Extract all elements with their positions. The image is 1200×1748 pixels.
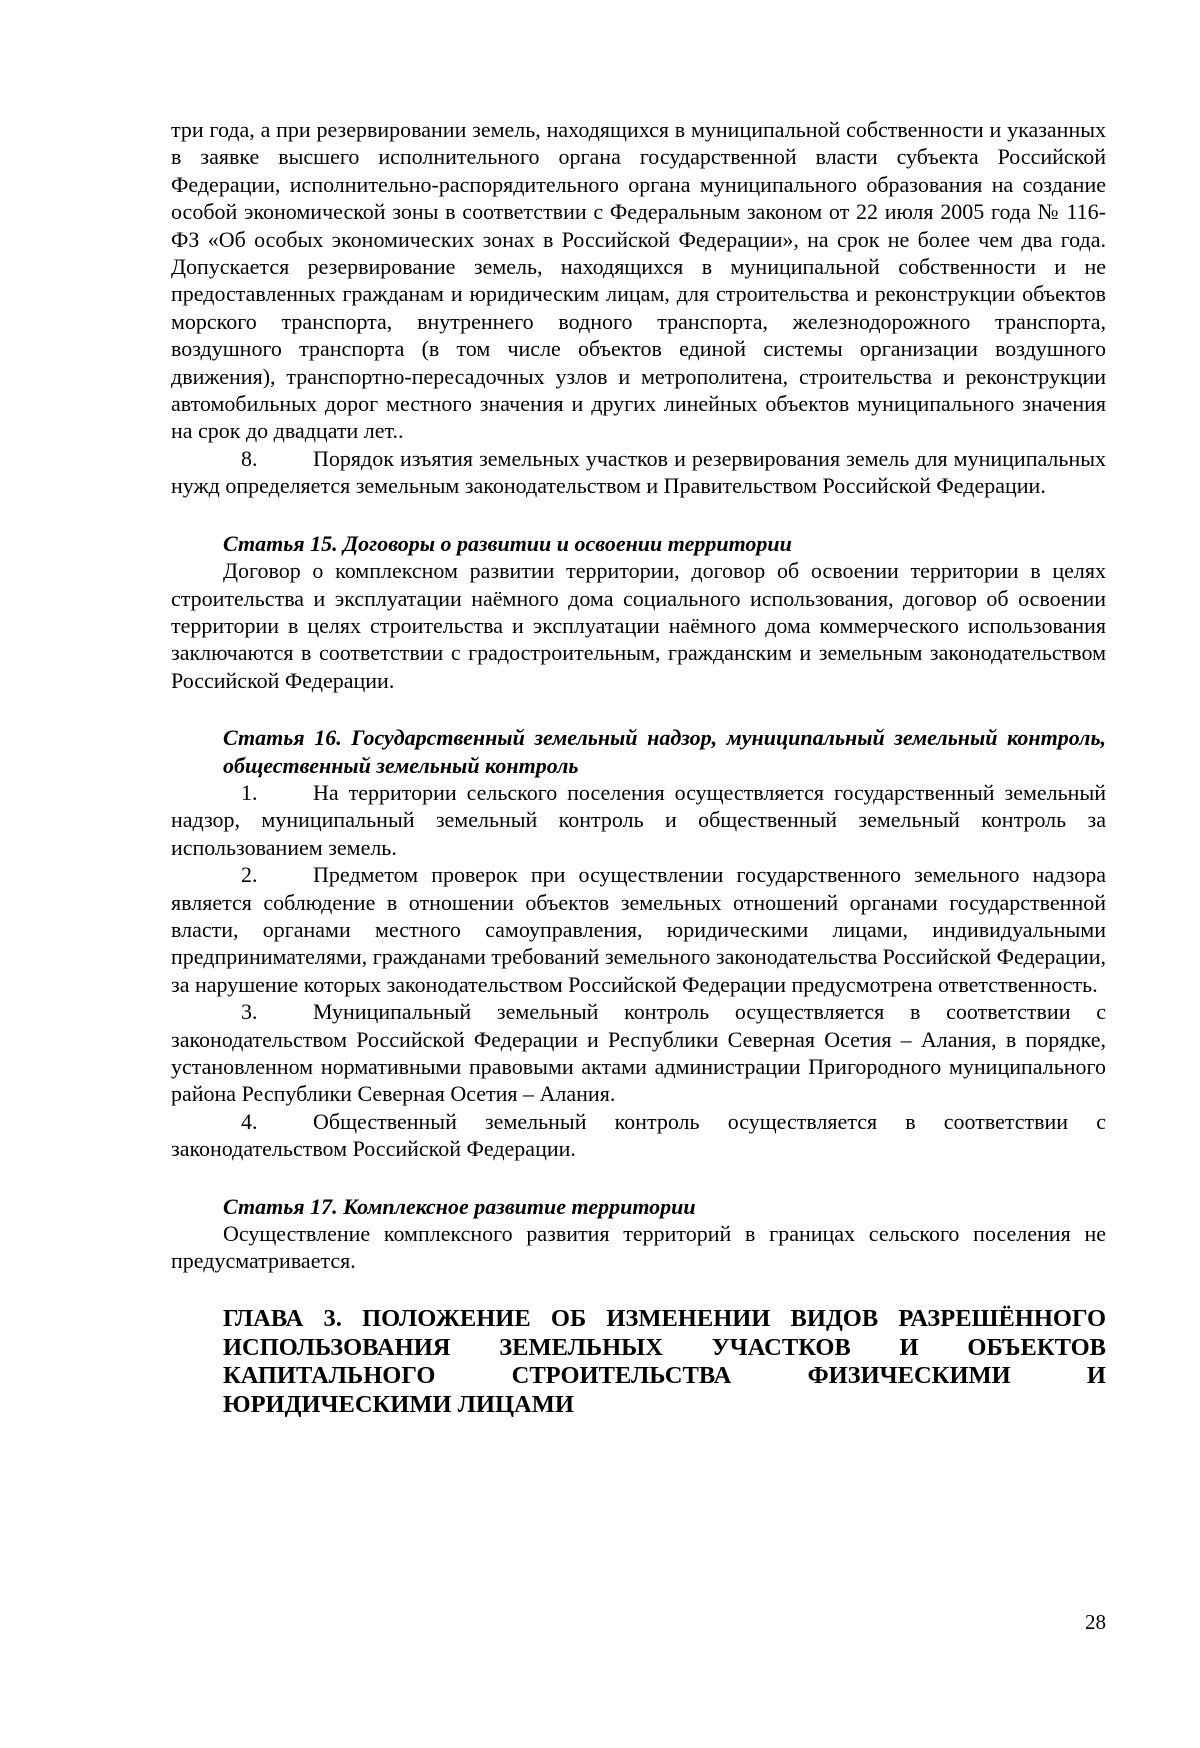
article-17-title: Статья 17. Комплексное развитие территории [223, 1193, 696, 1219]
item-text: Муниципальный земельный контроль осуществляется в соответствии с законодательством Российской Федерации и Республики Северная Осетия – Алания, в порядке, установленном нормативными правовыми актами администрации Пригородного муниципального района Республики Северная Осетия – Алания. [171, 999, 1106, 1107]
item-text: Порядок изъятия земельных участков и резервирования земель для муниципальных нужд определяется земельным законодательством и Правительством Российской Федерации. [171, 445, 1106, 499]
item-text: На территории сельского поселения осуществляется государственный земельный надзор, муниципальный земельный контроль и общественный земельный контроль за использованием земель. [171, 779, 1106, 860]
page-number: 28 [1085, 1610, 1106, 1634]
item-number: 4. [241, 1108, 258, 1134]
item-text: Предметом проверок при осуществлении государственного земельного надзора является соблюдение в отношении объектов земельных отношений органами государственной власти, органами местного самоуправления, юридическими лицами, индивидуальными предпринимателями, гражданами требований земельного законодательства Российской Федерации, за нарушение которых законодательством Российской Федерации предусмотрена ответственность. [171, 862, 1106, 997]
item-text: Общественный земельный контроль осуществляется в соответствии с законодательством Российской Федерации. [171, 1108, 1106, 1162]
article-16-title: Статья 16. Государственный земельный надзор, муниципальный земельный контроль, общественный земельный контроль [223, 725, 1106, 778]
paragraph-reservation-terms: три года, а при резервировании земель, находящихся в муниципальной собственности и указанных в заявке высшего исполнительного органа государственной власти субъекта Российской Федерации, исполнительно-распорядительного органа муниципального образования на создание особой экономической зоны в соответствии с Федеральным законом от 22 июля 2005 года № 116-ФЗ «Об особых экономических зонах в Российской Федерации», на срок не более чем два года. Допускается резервирование земель, находящихся в муниципальной собственности и не предоставленных гражданам и юридическим лицам, для строительства и реконструкции объектов морского транспорта, внутреннего водного транспорта, железнодорожного транспорта, воздушного транспорта (в том числе объектов единой системы организации воздушного движения), транспортно-пересадочных узлов и метрополитена, строительства и реконструкции автомобильных дорог местного значения и других линейных объектов муниципального значения на срок до двадцати лет.. [171, 117, 1106, 444]
item-number: 3. [241, 999, 258, 1025]
article-16-item-4 [171, 1108, 1106, 1163]
item-number: 1. [241, 779, 258, 805]
article-16-item-2 [171, 861, 1106, 998]
document-body [171, 116, 1106, 1420]
article-16-item-1 [171, 779, 1106, 861]
article-15-text: Договор о комплексном развитии территории, договор об освоении территории в целях строительства и эксплуатации наёмного дома социального использования, договор об освоении территории в целях строительства и эксплуатации наёмного дома коммерческого использования заключаются в соответствии с градостроительным, гражданским и земельным законодательством Российской Федерации. [171, 558, 1106, 693]
article-17-text: Осуществление комплексного развития территорий в границах сельского поселения не предусматривается. [171, 1221, 1106, 1274]
item-8 [171, 445, 1106, 500]
article-15-title: Статья 15. Договоры о развитии и освоении территории [223, 530, 792, 556]
chapter-3-heading: ГЛАВА 3. ПОЛОЖЕНИЕ ОБ ИЗМЕНЕНИИ ВИДОВ РАЗРЕШЁННОГО ИСПОЛЬЗОВАНИЯ ЗЕМЕЛЬНЫХ УЧАСТКОВ И ОБЪЕКТОВ КАПИТАЛЬНОГО СТРОИТЕЛЬСТВА ФИЗИЧЕСКИМИ И ЮРИДИЧЕСКИМИ ЛИЦАМИ [223, 1304, 1106, 1419]
item-number: 2. [241, 862, 258, 888]
item-number: 8. [241, 445, 258, 471]
article-16-item-3 [171, 998, 1106, 1108]
